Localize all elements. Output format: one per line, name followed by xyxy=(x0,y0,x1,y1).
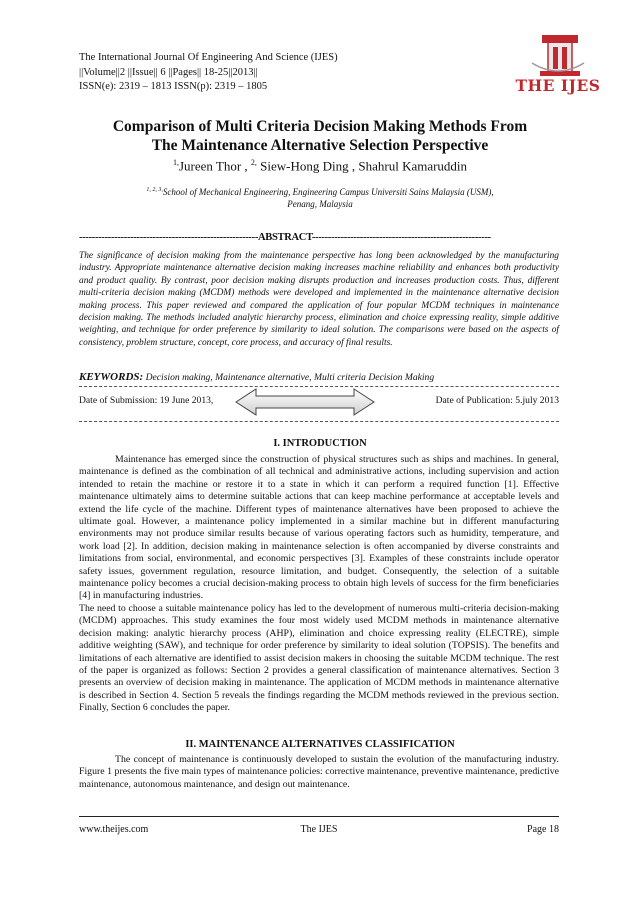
keywords xyxy=(79,371,559,383)
author-sup-2: 2, xyxy=(250,158,257,167)
affiliation xyxy=(80,184,560,210)
footer-page-number: Page 18 xyxy=(527,824,559,835)
affiliation-line-2: Penang, Malaysia xyxy=(287,199,353,209)
title-line-1: Comparison of Multi Criteria Decision Making Methods From xyxy=(112,118,528,135)
page-footer xyxy=(79,824,559,838)
keywords-text: Decision making, Maintenance alternative, Multi criteria Decision Making xyxy=(145,372,435,383)
journal-name: The International Journal Of Engineering And Science (IJES) xyxy=(79,52,338,63)
divider-bottom xyxy=(79,421,559,422)
abstract-text: The significance of decision making from the maintenance perspective has long been acknowledged by the manufacturing industry. Appropriate maintenance alternative decision making increases machine reliability and enhances both productivity and product quality. By contrast, poor decision making disrupts production and increases production costs. Thus, different multi-criteria decision making (MCDM) methods were developed and implemented in the maintenance alternative decision making process. This paper reviewed and compared the application of four popular MCDM techniques in maintenance decision making. The methods included analytic hierarchy process, elimination and choice expressing reality, simple additive weighting, and technique for order preference by similarity to ideal solution. The comparisons were based on the aspects of consistency, problem structure, concept, core process, and accuracy of final results. xyxy=(79,251,559,348)
dates-row xyxy=(79,395,559,415)
publication-date: Date of Publication: 5.july 2013 xyxy=(435,395,559,406)
journal-volume: ||Volume||2 ||Issue|| 6 ||Pages|| 18-25||2013|| xyxy=(79,66,258,78)
ijes-logo xyxy=(512,33,604,99)
double-arrow-icon xyxy=(234,387,376,417)
section-2-heading: II. MAINTENANCE ALTERNATIVES CLASSIFICATION xyxy=(185,739,455,750)
footer-url[interactable]: www.theijes.com xyxy=(79,824,149,835)
logo-text: THE IJES xyxy=(515,76,601,95)
keywords-label: KEYWORDS: xyxy=(79,371,144,383)
section-1-heading: I. INTRODUCTION xyxy=(273,438,367,449)
paper-title xyxy=(70,117,570,155)
title-line-2: The Maintenance Alternative Selection Perspective xyxy=(151,137,489,154)
section-2-body xyxy=(79,754,559,791)
footer-divider xyxy=(79,816,559,817)
affil-sup: 1, 2, 3, xyxy=(146,187,163,193)
author-list xyxy=(70,158,570,174)
abstract-heading: --------------------------------------------------------ABSTRACT-------------------------------------------------------- xyxy=(79,232,491,243)
author-sup-1: 1, xyxy=(172,158,179,167)
section-1-paragraph-2: The need to choose a suitable maintenance policy has led to the development of numerous multi-criteria decision-making (MCDM) approaches. This study examines the four most widely used MCDM methods in maintenance alternative decision making: analytic hierarchy process (AHP), elimination and choice expressing reality (ELECTRE), simple additive weighting (SAW), and technique for order preference by similarity to ideal solution (TOPSIS). The benefits and limitations of each alternative are identified to assist decision makers in choosing the suitable MCDM technique. The rest of the paper is organized as follows: Section 2 provides a general classification of maintenance alternatives. Section 3 presents an overview of decision making in maintenance. The application of MCDM methods in maintenance alternative is described in Section 4. Section 5 reveals the findings regarding the MCDM methods reviewed in the previous section. Finally, Section 6 concludes the paper. xyxy=(79,602,559,714)
author-1: Jureen Thor , xyxy=(178,158,248,174)
section-2-paragraph-1: The concept of maintenance is continuously developed to sustain the evolution of the manufacturing industry. Figure 1 presents the five main types of maintenance policies: corrective maintenance, preventive maintenance, predictive maintenance, autonomous maintenance, and design out maintenance. xyxy=(79,754,559,790)
submission-date: Date of Submission: 19 June 2013, xyxy=(79,395,214,406)
author-2: Siew-Hong Ding , Shahrul Kamaruddin xyxy=(260,158,468,174)
footer-journal: The IJES xyxy=(300,824,338,835)
section-1-paragraph-1: Maintenance has emerged since the construction of physical structures such as ships and machines. In general, maintenance is defined as the combination of all technical and administrative actions, including supervision and action intended to retain the machine or restore it to a state in which it can perform a required function [1]. Effective maintenance ultimately aims to determine suitable actions that can keep machine performance at acceptable levels and extend the life cycle of the machine. Different types of maintenance alternatives have been proposed to achieve the ultimate goal. However, a maintenance policy implemented in a similar machine but in different manufacturing environments may not produce similar results because of various operating factors such as humidity, temperature, and work load [2]. In addition, decision making in maintenance selection is often accompanied by diverse constraints and limitations from social, environmental, and economic perspectives [3]. Examples of these constraints include operator safety issues, government regulation, resource limitation, and budget. Consequently, the selection of a suitable maintenance policy becomes a crucial decision-making process to obtain high levels of success for the firm beneficiaries [4] in manufacturing industries. xyxy=(79,454,559,602)
journal-header xyxy=(79,51,338,95)
journal-issn: ISSN(e): 2319 – 1813 ISSN(p): 2319 – 1805 xyxy=(79,81,268,92)
section-1-body xyxy=(79,454,559,715)
affiliation-line-1: School of Mechanical Engineering, Engineering Campus Universiti Sains Malaysia (USM), xyxy=(162,187,494,197)
